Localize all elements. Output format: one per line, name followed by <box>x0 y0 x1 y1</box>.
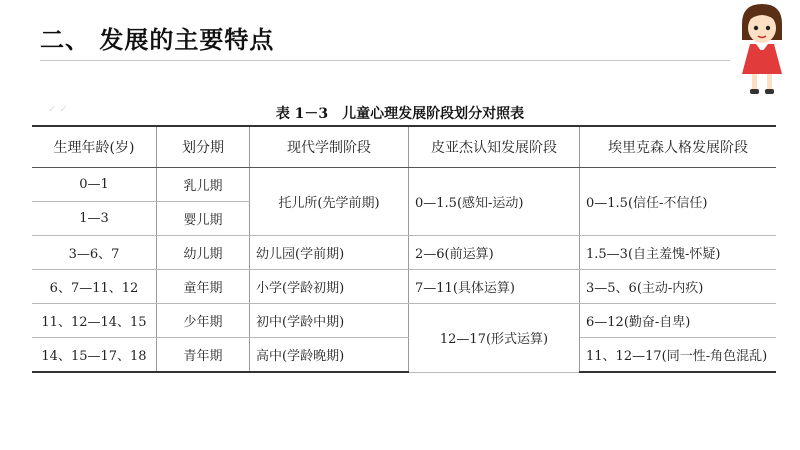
cell-age: 11、12—14、15 <box>32 304 157 338</box>
table-row <box>32 168 776 202</box>
cell-age: 0—1 <box>32 168 157 202</box>
title-divider <box>40 60 730 61</box>
table-row <box>32 304 776 338</box>
cell-age: 14、15—17、18 <box>32 338 157 373</box>
cell-period: 童年期 <box>157 270 250 304</box>
cell-school-stage: 托儿所(先学前期) <box>250 168 409 236</box>
faint-scan-mark: ✓ ✓ <box>48 104 68 115</box>
header-piaget: 皮亚杰认知发展阶段 <box>409 126 580 168</box>
cell-piaget: 7—11(具体运算) <box>409 270 580 304</box>
cell-age: 3—6、7 <box>32 236 157 270</box>
cell-period: 乳儿期 <box>157 168 250 202</box>
cell-piaget: 12—17(形式运算) <box>409 304 580 373</box>
cell-erikson: 1.5—3(自主羞愧-怀疑) <box>580 236 777 270</box>
header-erikson: 埃里克森人格发展阶段 <box>580 126 777 168</box>
cell-school-stage: 小学(学龄初期) <box>250 270 409 304</box>
cell-period: 幼儿期 <box>157 236 250 270</box>
cell-erikson: 3—5、6(主动-内疚) <box>580 270 777 304</box>
table-header-row <box>32 126 776 168</box>
cartoon-girl-icon <box>732 0 792 96</box>
cell-erikson: 11、12—17(同一性-角色混乱) <box>580 338 777 373</box>
cell-erikson: 6—12(勤奋-自卑) <box>580 304 777 338</box>
cell-period: 青年期 <box>157 338 250 373</box>
cell-piaget: 0—1.5(感知-运动) <box>409 168 580 236</box>
cell-period: 少年期 <box>157 304 250 338</box>
cell-piaget: 2—6(前运算) <box>409 236 580 270</box>
cell-school-stage: 高中(学龄晚期) <box>250 338 409 373</box>
header-age: 生理年龄(岁) <box>32 126 157 168</box>
table-caption: 表 1－3 儿童心理发展阶段划分对照表 <box>275 106 525 122</box>
header-school-stage: 现代学制阶段 <box>250 126 409 168</box>
cell-school-stage: 幼儿园(学前期) <box>250 236 409 270</box>
cell-school-stage: 初中(学龄中期) <box>250 304 409 338</box>
cell-period: 婴儿期 <box>157 202 250 236</box>
cell-age: 1—3 <box>32 202 157 236</box>
table-row <box>32 338 776 373</box>
cell-age: 6、7—11、12 <box>32 270 157 304</box>
slide-title: 二、 发展的主要特点 <box>40 26 275 54</box>
table-row <box>32 270 776 304</box>
table-row <box>32 236 776 270</box>
stage-comparison-table <box>32 125 776 373</box>
cell-erikson: 0—1.5(信任-不信任) <box>580 168 777 236</box>
header-period: 划分期 <box>157 126 250 168</box>
